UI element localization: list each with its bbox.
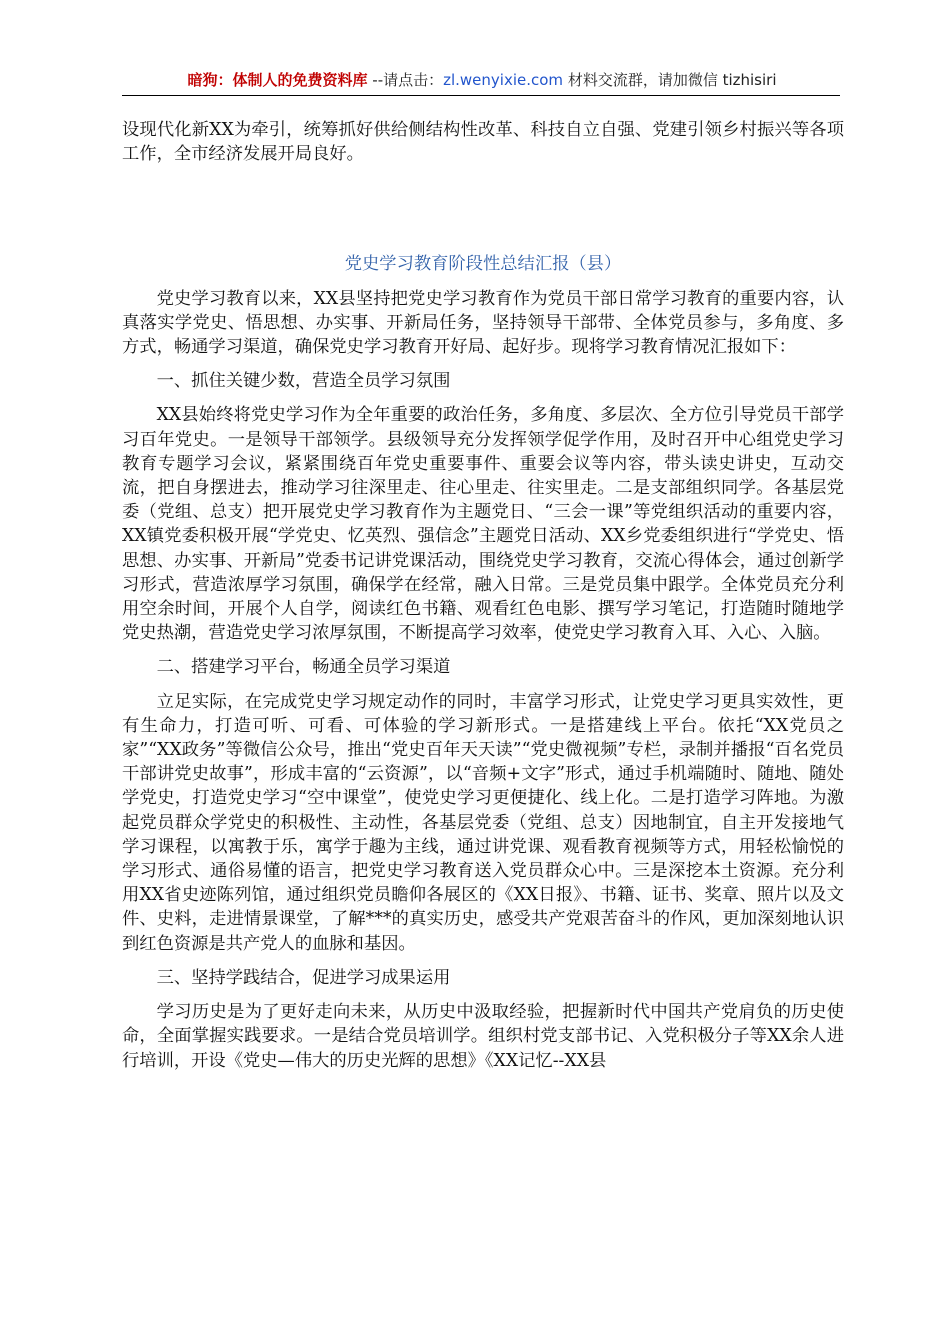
section-3-heading: 三、坚持学践结合，促进学习成果运用 — [156, 967, 451, 988]
opening-paragraph: 党史学习教育以来，XX县坚持把党史学习教育作为党员干部日常学习教育的重要内容，认真落实学党史、悟思想、办实事、开新局任务，坚持领导干部带、全体党员参与，多角度、多方式，畅通学习渠道，确保党史学习教育开好局、起好步。现将学习教育情况汇报如下： — [122, 288, 844, 358]
header-divider — [122, 95, 840, 96]
section-2-body: 立足实际，在完成党史学习规定动作的同时，丰富学习形式，让党史学习更具实效性，更有生命力，打造可听、可看、可体验的学习新形式。一是搭建线上平台。依托“XX党员之家”“XX政务”等微信公众号，推出“党史百年天天读”“党史微视频”专栏，录制并播报“百名党员干部讲党史故事”，形成丰富的“云资源”，以“音频+文字”形式，通过手机端随时、随地、随处学党史，打造党史学习“空中课堂”，使党史学习更便捷化、线上化。二是打造学习阵地。为激起党员群众学党史的积极性、主动性，各基层党委（党组、总支）因地制宜，自主开发接地气学习课程，以寓教于乐，寓学于趣为主线，通过讲党课、观看教育视频等方式，用轻松愉悦的学习形式、通俗易懂的语言，把党史学习教育送入党员群众心中。三是深挖本土资源。充分利用XX省史迹陈列馆，通过组织党员瞻仰各展区的《XX日报》、书籍、证书、奖章、照片以及文件、史料，走进情景课堂，了解***的真实历史，感受共产党艰苦奋斗的作风，更加深刻地认识到红色资源是共产党人的血脉和基因。 — [122, 691, 844, 954]
intro-fragment: 设现代化新XX为牵引，统筹抓好供给侧结构性改革、科技自立自强、党建引领乡村振兴等各项工作，全市经济发展开局良好。 — [122, 120, 844, 165]
section-1-heading: 一、抓住关键少数，营造全员学习氛围 — [156, 371, 451, 392]
section-3-body: 学习历史是为了更好走向未来，从历史中汲取经验，把握新时代中国共产党肩负的历史使命，全面掌握实践要求。一是结合党员培训学。组织村党支部书记、入党积极分子等XX余人进行培训，开设《党史—伟大的历史光辉的思想》《XX记忆--XX县 — [122, 1002, 844, 1071]
header-link-prefix: --请点击： — [367, 71, 444, 89]
section-2-heading: 二、搭建学习平台，畅通全员学习渠道 — [156, 657, 451, 678]
document-body — [122, 118, 844, 1073]
header-brand: 暗狗：体制人的免费资料库 — [187, 71, 368, 89]
page-header — [122, 66, 842, 94]
document-title: 党史学习教育阶段性总结汇报（县） — [344, 254, 622, 275]
header-url-link[interactable]: zl.wenyixie.com — [443, 71, 564, 89]
section-1-body: XX县始终将党史学习作为全年重要的政治任务，多角度、多层次、全方位引导党员干部学习百年党史。一是领导干部领学。县级领导充分发挥领学促学作用，及时召开中心组党史学习教育专题学习会议，紧紧围绕百年党史重要事件、重要会议等内容，带头读史讲史，互动交流，把自身摆进去，推动学习往深里走、往心里走、往实里走。二是支部组织同学。各基层党委（党组、总支）把开展党史学习教育作为主题党日、“三会一课”等党组织活动的重要内容，XX镇党委积极开展“学党史、忆英烈、强信念”主题党日活动、XX乡党委组织进行“学党史、悟思想、办实事、开新局”党委书记讲党课活动，围绕党史学习教育，交流心得体会，通过创新学习形式，营造浓厚学习氛围，确保学在经常，融入日常。三是党员集中跟学。全体党员充分利用空余时间，开展个人自学，阅读红色书籍、观看红色电影、撰写学习笔记，打造随时随地学党史热潮，营造党史学习浓厚氛围，不断提高学习效率，使党史学习教育入耳、入心、入脑。 — [122, 405, 844, 644]
header-group-text: 材料交流群，请加微信 tizhisiri — [563, 71, 777, 89]
